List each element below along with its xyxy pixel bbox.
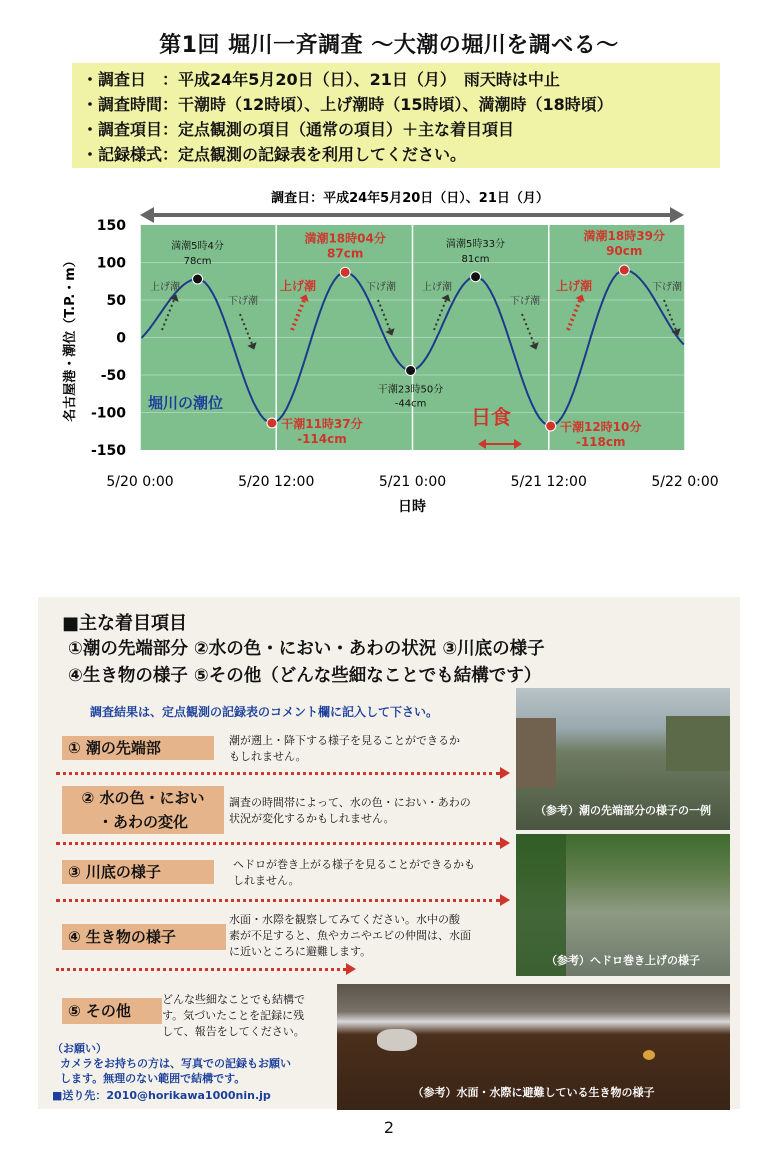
series-label: 堀川の潮位 — [148, 394, 224, 412]
info-items: ・調査項目：定点観測の項目（通常の項目）＋主な着目項目 — [82, 120, 515, 139]
tide-extremum-point — [471, 272, 481, 282]
item-1-arrow-head — [500, 767, 510, 779]
tide-extremum-point — [546, 421, 556, 431]
tide-annotation-time: 干潮12時10分 — [559, 420, 642, 434]
x-tick-label: 5/20 12:00 — [238, 474, 315, 490]
flow-label: 下げ潮 — [510, 296, 540, 307]
item-desc-1-line: もしれません。 — [229, 750, 307, 763]
item-4-arrow-head — [346, 963, 356, 975]
request-line-2: します。無理のない範囲で結構です。 — [60, 1072, 246, 1085]
tide-annotation-level: 81cm — [461, 253, 490, 265]
send-to-email: ■送り先：2010@horikawa1000nin.jp — [52, 1089, 271, 1102]
item-desc-2-line: 調査の時間帯によって、水の色・におい・あわの — [229, 796, 471, 809]
flow-label: 上げ潮 — [556, 279, 593, 293]
item-3-arrow-dots — [56, 899, 500, 902]
item-desc-4 — [229, 912, 471, 960]
chart-y-ticks — [91, 218, 126, 459]
photo-caption: （参考）ヘドロ巻き上げの様子 — [546, 954, 700, 967]
item-label-5: ⑤ その他 — [62, 998, 162, 1024]
record-note: 調査結果は、定点観測の記録表のコメント欄に記入して下さい。 — [90, 705, 439, 719]
item-desc-2-line: 状況が変化するかもしれません。 — [229, 812, 395, 825]
item-desc-4-line: に近いところに避難します。 — [229, 945, 372, 958]
x-axis-label: 日時 — [398, 499, 426, 515]
tide-annotation-time: 干潮23時50分 — [377, 384, 444, 396]
item-label-2-line-1: ② 水の色・におい — [81, 789, 205, 807]
tide-extremum-point — [406, 366, 416, 376]
focus-title: ■主な着目項目 — [62, 613, 188, 634]
y-tick-label: 0 — [116, 330, 126, 347]
item-label-4: ④ 生き物の様子 — [62, 924, 226, 950]
chart-survey-date: 調査日：平成24年5月20日（日）、21日（月） — [271, 191, 549, 206]
item-desc-3-line: しれません。 — [233, 874, 300, 887]
tide-annotation-time: 満潮18時04分 — [304, 231, 386, 246]
chart-span-arrow-left — [140, 207, 154, 223]
tide-annotation-level: -44cm — [394, 398, 427, 410]
item-desc-3 — [233, 857, 475, 889]
tide-annotation-time: 満潮5時4分 — [171, 241, 224, 252]
item-desc-1-line: 潮が遡上・降下する様子を見ることができるか — [229, 734, 460, 747]
item-desc-5-line: して、報告をしてください。 — [162, 1025, 305, 1038]
tide-annotation-level: -114cm — [297, 432, 347, 446]
focus-line-2: ④生き物の様子 ⑤その他（どんな些細なことでも結構です） — [68, 666, 542, 686]
info-date: ・調査日 ：平成24年5月20日（日）、21日（月） 雨天時は中止 — [82, 70, 560, 89]
flow-label: 下げ潮 — [652, 282, 682, 293]
tide-annotation-time: 干潮11時37分 — [281, 417, 363, 431]
tide-annotation-level: 90cm — [606, 244, 643, 258]
y-tick-label: -150 — [90, 443, 126, 459]
chart-x-ticks — [106, 474, 718, 490]
flow-label: 下げ潮 — [228, 296, 258, 307]
x-tick-label: 5/21 0:00 — [378, 474, 447, 490]
tide-extremum-point — [193, 274, 203, 284]
item-2-arrow-head — [500, 837, 510, 849]
request-line-1: カメラをお持ちの方は、写真での記録もお願い — [60, 1057, 291, 1070]
tide-annotation-time: 満潮18時39分 — [583, 229, 665, 243]
request-label: （お願い） — [52, 1042, 107, 1055]
item-desc-1 — [229, 733, 460, 765]
item-label-2-line-2: ・あわの変化 — [97, 813, 188, 831]
info-format: ・記録様式：定点観測の記録表を利用してください。 — [82, 145, 467, 164]
eclipse-label: 日食 — [471, 405, 511, 429]
info-time: ・調査時間：干潮時（12時頃）、上げ潮時（15時頃）、満潮時（18時頃） — [82, 95, 613, 114]
item-desc-4-line: 素が不足すると、魚やカニやエビの仲間は、水面 — [229, 929, 471, 942]
y-tick-label: -100 — [90, 405, 126, 422]
tide-extremum-point — [267, 418, 277, 428]
y-tick-label: 50 — [106, 293, 126, 309]
item-desc-4-line: 水面・水際を観察してみてください。水中の酸 — [229, 913, 460, 926]
tide-chart — [0, 180, 778, 520]
y-tick-label: 100 — [96, 255, 126, 272]
page-number: 2 — [383, 1118, 395, 1137]
tide-annotation-time: 満潮5時33分 — [445, 238, 506, 250]
item-desc-2 — [229, 795, 471, 827]
item-desc-5-line: す。気づいたことを記録に残 — [162, 1009, 305, 1022]
tide-extremum-point — [619, 265, 629, 275]
item-4-arrow-dots — [56, 968, 346, 971]
item-1-arrow-dots — [56, 772, 500, 775]
tide-extremum-point — [340, 267, 350, 277]
x-tick-label: 5/22 0:00 — [651, 474, 719, 490]
item-label-2 — [62, 786, 224, 834]
item-desc-5-line: どんな些細なことでも結構で — [162, 993, 305, 1006]
y-tick-label: -50 — [100, 368, 126, 384]
item-3-arrow-head — [500, 894, 510, 906]
x-tick-label: 5/21 12:00 — [510, 474, 587, 490]
tide-annotation-level: 87cm — [327, 246, 364, 261]
item-label-1: ① 潮の先端部 — [62, 736, 214, 760]
photo-tide-front — [516, 688, 730, 830]
item-2-arrow-dots — [56, 842, 500, 845]
photo-caption: （参考）水面・水際に避難している生き物の様子 — [412, 1086, 655, 1099]
request-text — [60, 1056, 291, 1086]
focus-line-1: ①潮の先端部分 ②水の色・におい・あわの状況 ③川底の様子 — [68, 639, 545, 659]
item-label-3: ③ 川底の様子 — [62, 860, 214, 884]
survey-info-box — [72, 63, 720, 168]
item-desc-3-line: ヘドロが巻き上がる様子を見ることができるかも — [233, 858, 475, 871]
photo-sludge — [516, 834, 730, 976]
y-tick-label: 150 — [96, 218, 126, 234]
tide-annotation-level: 78cm — [183, 256, 212, 267]
x-tick-label: 5/20 0:00 — [106, 474, 174, 490]
photo-caption: （参考）潮の先端部分の様子の一例 — [535, 804, 711, 817]
y-axis-label: 名古屋港・潮位（T.P.・m） — [63, 254, 78, 422]
chart-span-arrow-right — [670, 207, 684, 223]
tide-annotation-level: -118cm — [575, 435, 626, 449]
photo-creatures — [337, 984, 730, 1110]
item-desc-5 — [162, 992, 305, 1040]
flow-label: 上げ潮 — [150, 282, 180, 293]
flow-label: 下げ潮 — [366, 282, 396, 293]
flow-label: 上げ潮 — [280, 279, 317, 293]
flow-label: 上げ潮 — [422, 282, 452, 293]
page-title: 第1回 堀川一斉調査 〜大潮の堀川を調べる〜 — [159, 33, 619, 58]
